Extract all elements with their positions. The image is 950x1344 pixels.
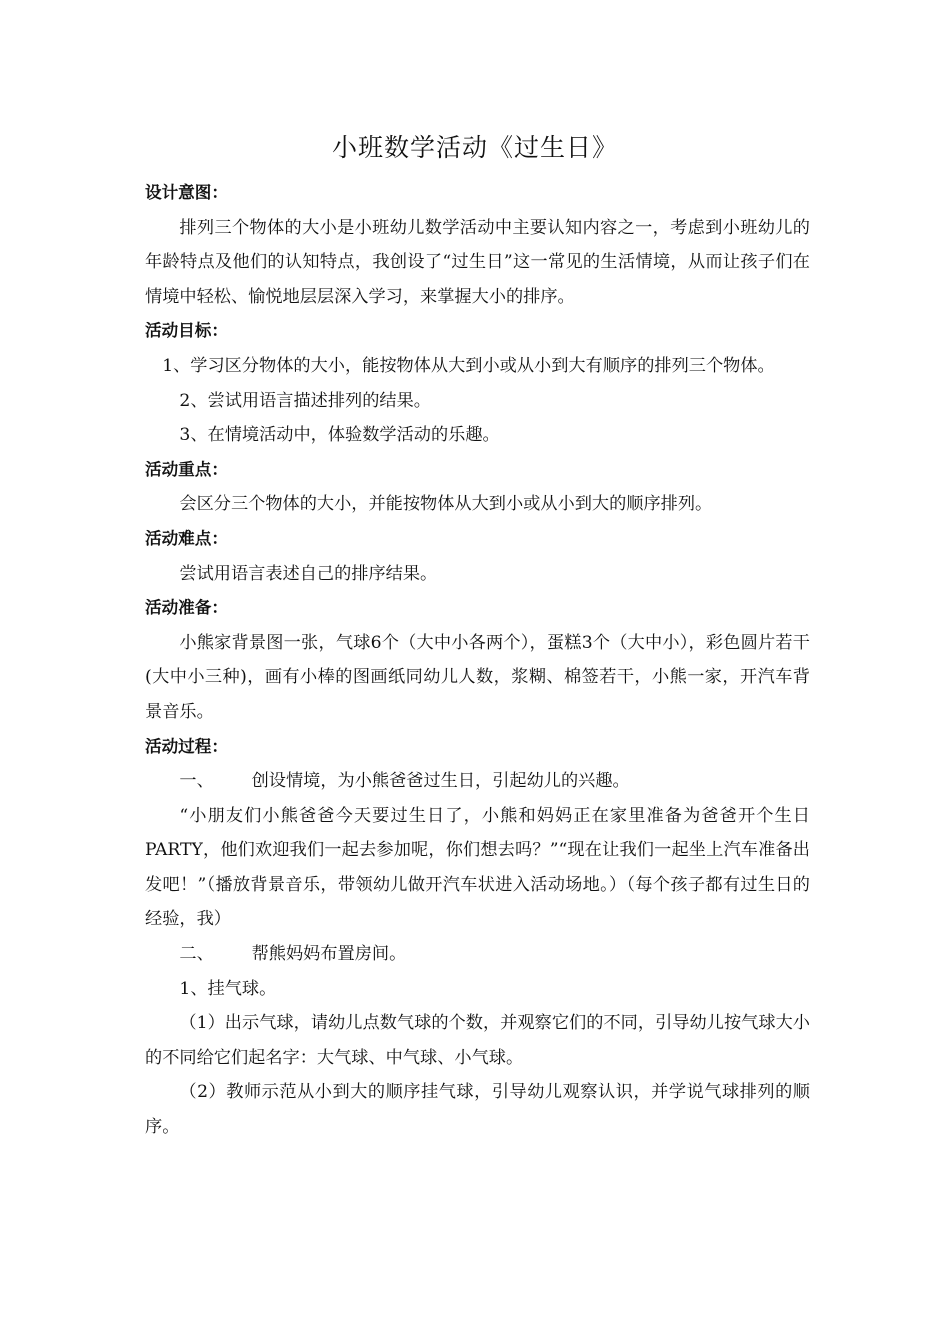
- preparation-heading: 活动准备：: [145, 598, 228, 618]
- design-intent-heading: 设计意图：: [145, 183, 228, 202]
- key-point-paragraph: 会区分三个物体的大小，并能按物体从大到小或从小到大的顺序排列。: [179, 494, 713, 515]
- process-heading: 活动过程：: [145, 736, 228, 756]
- difficulty-paragraph: 尝试用语言表述自己的排序结果。: [179, 563, 438, 584]
- process-step-2-text: 帮熊妈妈布置房间。: [251, 944, 407, 965]
- document-body: [145, 176, 810, 1145]
- process-step-2-number: 二、: [179, 944, 214, 965]
- difficulty-heading: 活动难点：: [145, 528, 228, 548]
- process-step-1-number: 一、: [179, 771, 214, 792]
- process-step-1-quote: “小朋友们小熊爸爸今天要过生日了，小熊和妈妈正在家里准备为爸爸开个生日PARTY，他们欢迎我们一起去参加呢，你们想去吗？”“现在让我们一起坐上汽车准备出发吧！”（播放背景音乐，带领幼儿做开汽车状进入活动场地。）（每个孩子都有过生日的经验，我）: [145, 805, 810, 930]
- design-intent-paragraph: 排列三个物体的大小是小班幼儿数学活动中主要认知内容之一，考虑到小班幼儿的年龄特点及他们的认知特点，我创设了“过生日”这一常见的生活情境，从而让孩子们在情境中轻松、愉悦地层层深入学习，来掌握大小的排序。: [145, 217, 810, 307]
- goal-item-1: 1、学习区分物体的大小，能按物体从大到小或从小到大有顺序的排列三个物体。: [162, 355, 775, 376]
- process-step-1-text: 创设情境，为小熊爸爸过生日，引起幼儿的兴趣。: [251, 771, 630, 792]
- key-point-heading: 活动重点：: [145, 459, 228, 479]
- goal-item-3: 3、在情境活动中，体验数学活动的乐趣。: [179, 425, 500, 446]
- preparation-paragraph: 小熊家背景图一张，气球6个（大中小各两个），蛋糕3个（大中小），彩色圆片若干(大中小三种)，画有小棒的图画纸同幼儿人数，浆糊、棉签若干，小熊一家，开汽车背景音乐。: [145, 632, 810, 722]
- process-sub-1-paragraph-1: （1）出示气球，请幼儿点数气球的个数，并观察它们的不同，引导幼儿按气球大小的不同给它们起名字：大气球、中气球、小气球。: [145, 1013, 810, 1068]
- process-sub-1-paragraph-2: （2）教师示范从小到大的顺序挂气球，引导幼儿观察认识，并学说气球排列的顺序。: [145, 1082, 810, 1138]
- goal-item-2: 2、尝试用语言描述排列的结果。: [179, 390, 431, 411]
- process-step-1: [145, 764, 810, 799]
- document-title: 小班数学活动《过生日》: [331, 133, 618, 162]
- process-step-2: [145, 937, 810, 972]
- process-sub-1: 1、挂气球。: [179, 978, 277, 999]
- goals-heading: 活动目标：: [145, 321, 228, 341]
